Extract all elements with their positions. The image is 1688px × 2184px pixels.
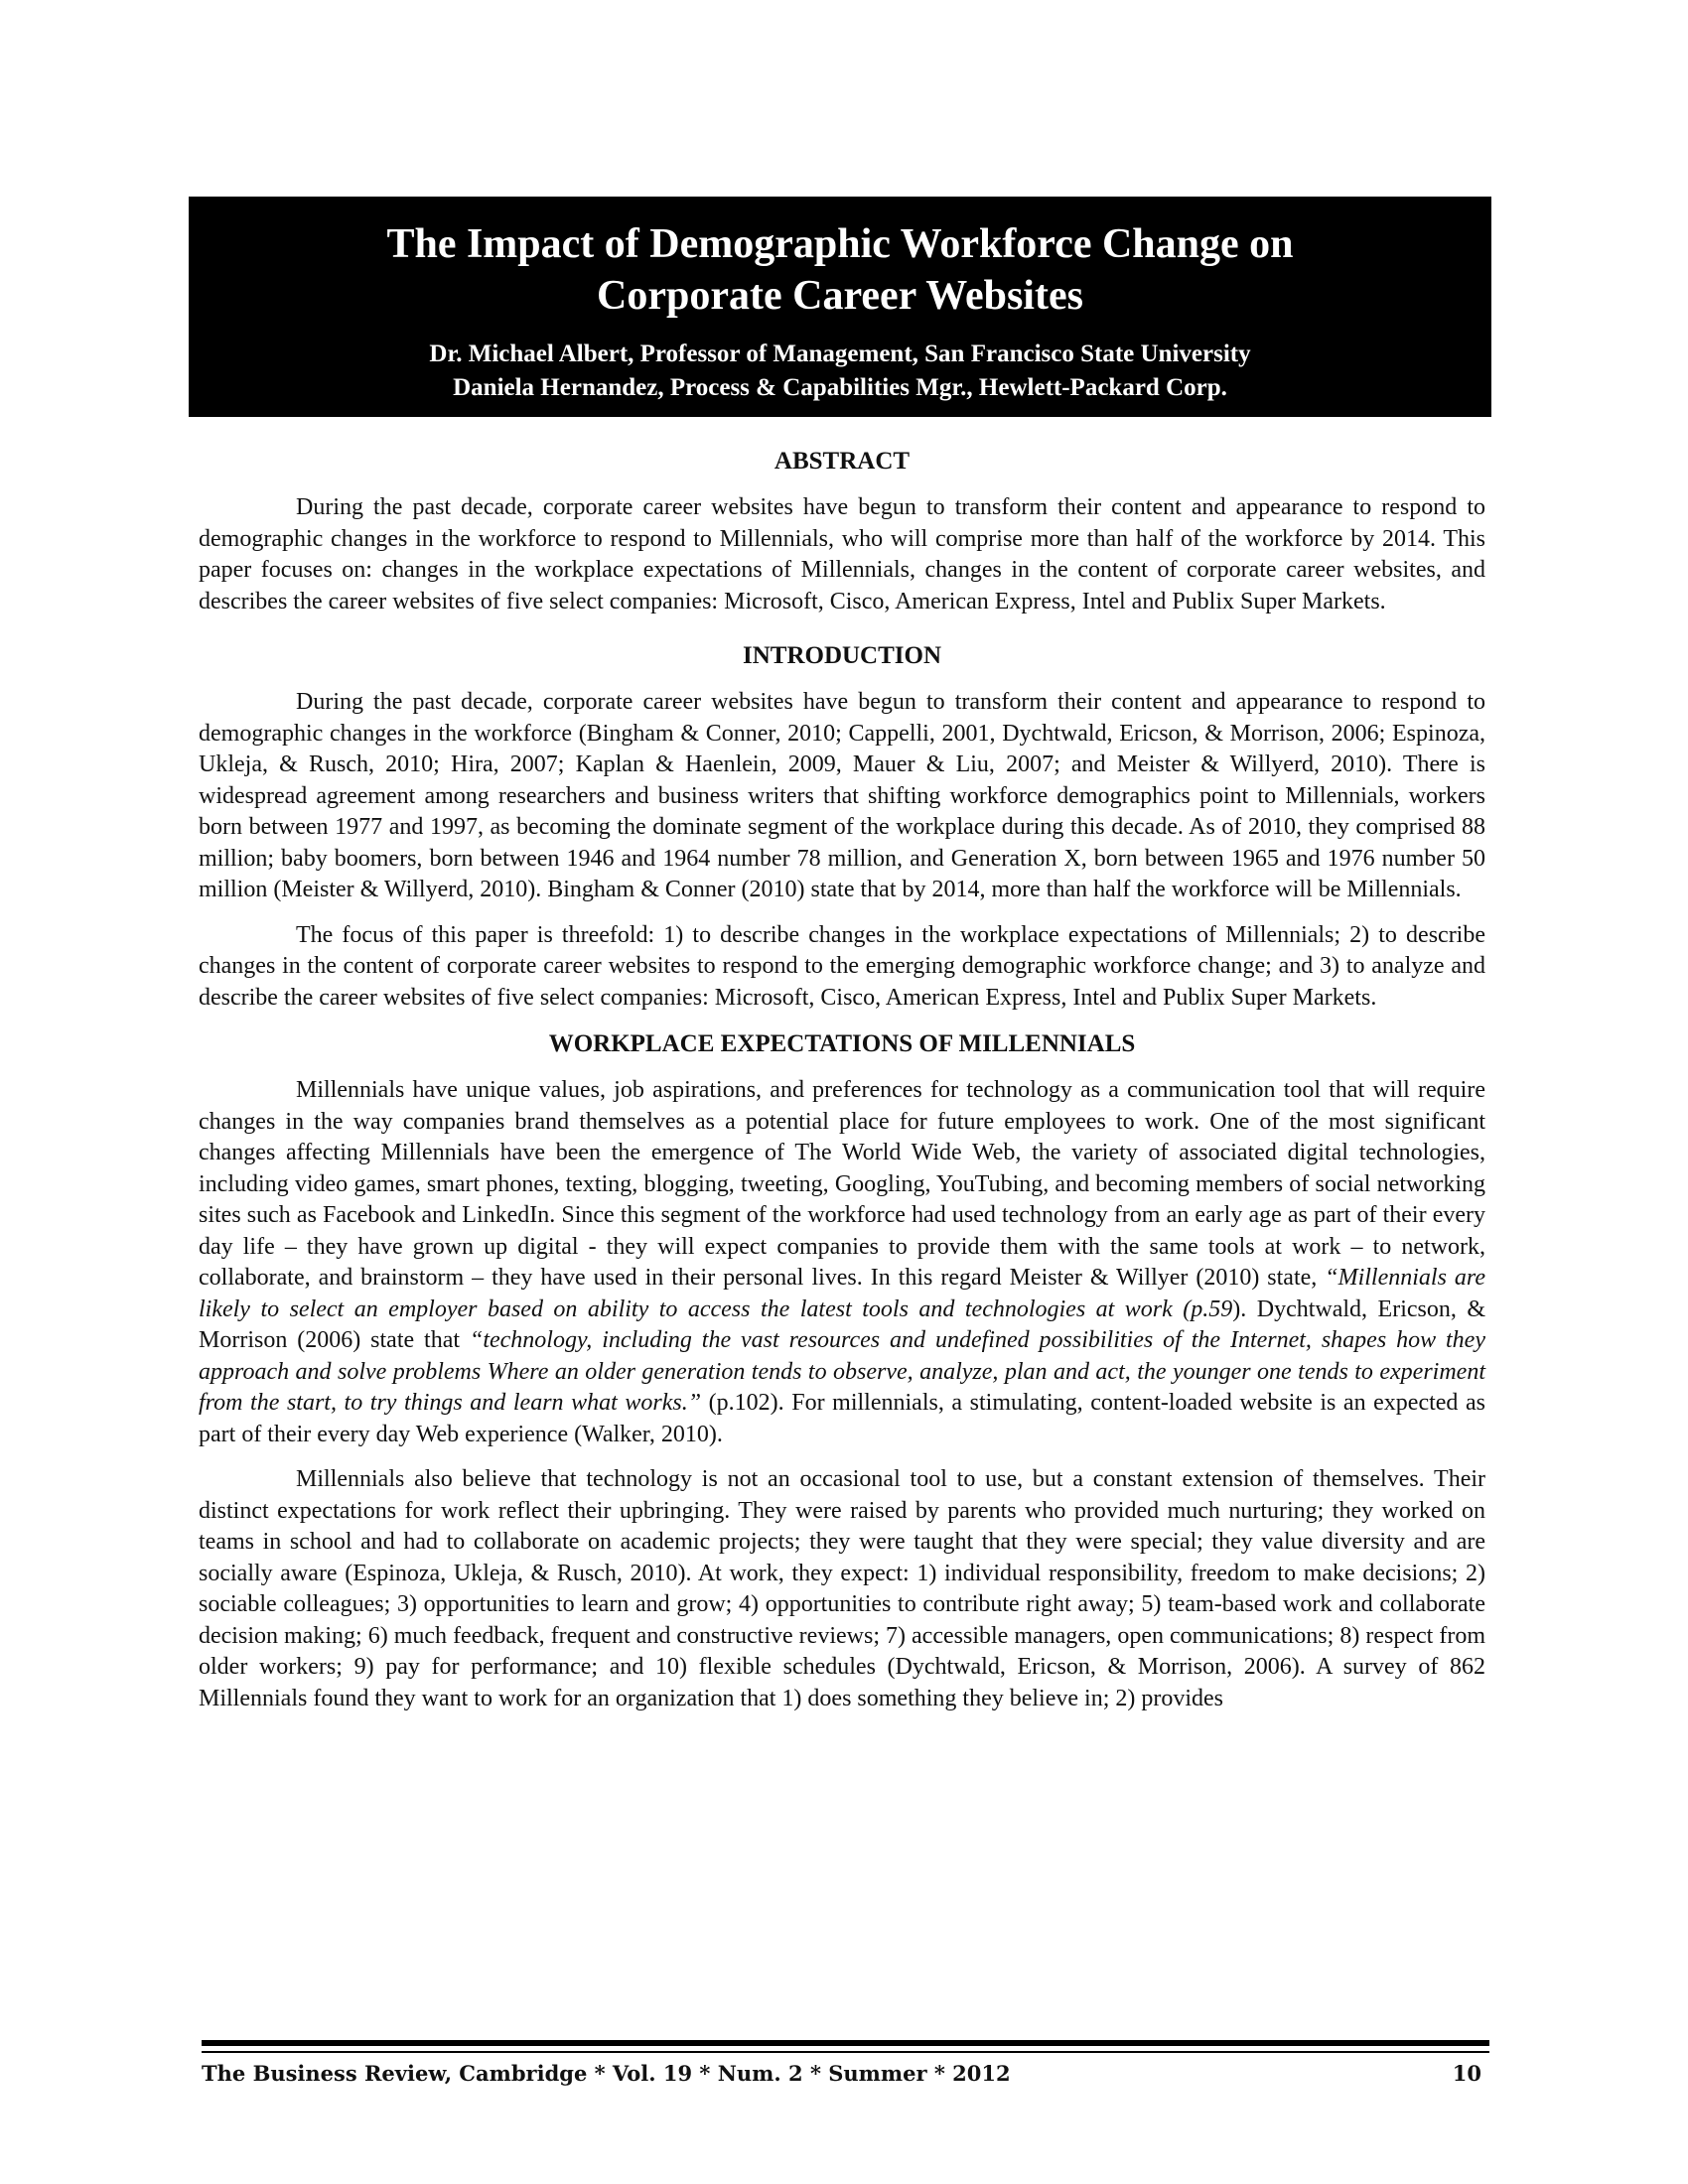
workplace-heading: WORKPLACE EXPECTATIONS OF MILLENNIALS xyxy=(548,1030,1136,1057)
workplace-paragraph-1 xyxy=(199,1075,1485,1450)
title-banner xyxy=(189,197,1491,417)
author-list xyxy=(189,338,1491,405)
footer-rule-thin xyxy=(202,2051,1489,2053)
abstract-heading: ABSTRACT xyxy=(774,448,911,475)
workplace-paragraph-2: Millennials also believe that technology is not an occasional tool to use, but a constant extension of themselves. Their distinct expectations for work reflect their upbringing. They were raised by parents who provided much nurturing; they worked on teams in school and had to collaborate on academic projects; they were taught that they were special; they value diversity and are socially aware (Espinoza, Ukleja, & Rusch, 2010). At work, they expect: 1) individual responsibility, freedom to make decisions; 2) sociable colleagues; 3) opportunities to learn and grow; 4) opportunities to contribute right away; 5) team-based work and collaborate decision making; 6) much feedback, frequent and constructive reviews; 7) accessible managers, open communications; 8) respect from older workers; 9) pay for performance; and 10) flexible schedules (Dychtwald, Ericson, & Morrison, 2006). A survey of 862 Millennials found they want to work for an organization that 1) does something they believe in; 2) provides xyxy=(199,1466,1485,1711)
introduction-paragraph-1: During the past decade, corporate career websites have begun to transform their content and appearance to respond to demographic changes in the workforce (Bingham & Conner, 2010; Cappelli, 2001, Dychtwald, Ericson, & Morrison, 2006; Espinoza, Ukleja, & Rusch, 2010; Hira, 2007; Kaplan & Haenlein, 2009, Mauer & Liu, 2007; and Meister & Willyerd, 2010). There is widespread agreement among researchers and business writers that shifting workforce demographics point to Millennials, workers born between 1977 and 1997, as becoming the dominate segment of the workplace during this decade. As of 2010, they comprised 88 million; baby boomers, born between 1946 and 1964 number 78 million, and Generation X, born between 1965 and 1976 number 50 million (Meister & Willyerd, 2010). Bingham & Conner (2010) state that by 2014, more than half the workforce will be Millennials. xyxy=(199,689,1485,902)
author-1: Dr. Michael Albert, Professor of Management, San Francisco State University xyxy=(429,341,1251,367)
workplace-p1-quote-2: “technology, including the vast resources and undefined possibilities of the Internet, shapes how they approach and solve problems Where an older generation tends to observe, analyze, plan and act, the younger one tends to experiment from the start, to try things and learn what works.” xyxy=(199,1327,1485,1416)
paper-body xyxy=(199,445,1485,1714)
introduction-paragraph-2: The focus of this paper is threefold: 1) to describe changes in the workplace expectations of Millennials; 2) to describe changes in the content of corporate career websites to respond to the emerging demographic workforce change; and 3) to analyze and describe the career websites of five select companies: Microsoft, Cisco, American Express, Intel and Publix Super Markets. xyxy=(199,921,1485,1011)
journal-footer: The Business Review, Cambridge * Vol. 19 * Num. 2 * Summer * 2012 xyxy=(202,2061,1011,2086)
paper-title-line-2: Corporate Career Websites xyxy=(597,273,1083,319)
author-2: Daniela Hernandez, Process & Capabilities Mgr., Hewlett-Packard Corp. xyxy=(453,374,1227,401)
paper-title xyxy=(189,218,1491,322)
workplace-p1-text-a: Millennials have unique values, job aspirations, and preferences for technology as a communication tool that will require changes in the way companies brand themselves as a potential place for future employees to work. One of the most significant changes affecting Millennials have been the emergence of The World Wide Web, the variety of associated digital technologies, including video games, smart phones, texting, blogging, tweeting, Googling, YouTubing, and becoming members of social networking sites such as Facebook and LinkedIn. Since this segment of the workforce had used technology from an early age as part of their every day life – they have grown up digital - they will expect companies to provide them with the same tools at work – to network, collaborate, and brainstorm – they have used in their personal lives. In this regard Meister & Willyer (2010) state, xyxy=(199,1077,1485,1291)
abstract-text: During the past decade, corporate career websites have begun to transform their content and appearance to respond to demographic changes in the workforce to respond to Millennials, who will comprise more than half of the workforce by 2014. This paper focuses on: changes in the workplace expectations of Millennials, changes in the content of corporate career websites, and describes the career websites of five select companies: Microsoft, Cisco, American Express, Intel and Publix Super Markets. xyxy=(199,494,1485,614)
paper-title-line-1: The Impact of Demographic Workforce Change on xyxy=(386,221,1294,267)
page-number: 10 xyxy=(1452,2061,1481,2086)
workplace-p1-quote-1: “Millennials are likely to select an employer based on ability to access the latest tools and technologies at work (p.59 xyxy=(199,1265,1485,1322)
workplace-p1-text-c: (p.102). For millennials, a stimulating, content-loaded website is an expected as part of their every day Web experience (Walker, 2010). xyxy=(199,1390,1486,1447)
footer-rule-thick xyxy=(202,2040,1489,2046)
workplace-p1-text-b: ). Dychtwald, Ericson, & Morrison (2006) state that xyxy=(199,1296,1485,1353)
introduction-heading: INTRODUCTION xyxy=(742,642,942,669)
